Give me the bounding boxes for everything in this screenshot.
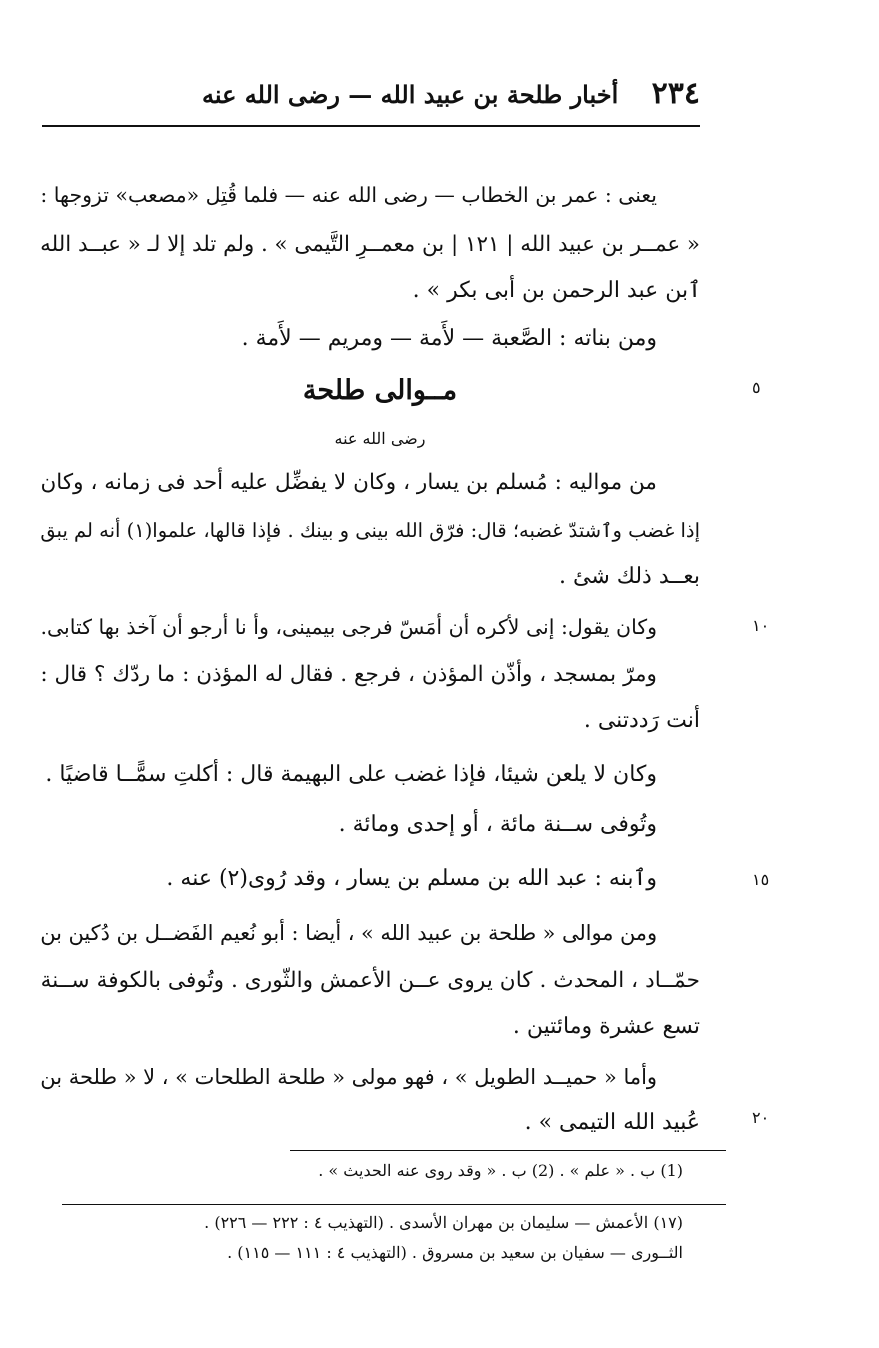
line-number: ١٥ — [752, 870, 770, 889]
running-title: أخبار طلحة بن عبيد الله — رضى الله عنه — [202, 80, 619, 109]
footnote-notes: (1) ب . « علم » . (2) ب . « وقد روى عنه الحديث » . — [318, 1161, 683, 1180]
body-line: وتُوفى ســنة مائة ، أو إحدى ومائة . — [338, 812, 657, 837]
body-line: ومرّ بمسجد ، وأذّن المؤذن ، فرجع . فقال له المؤذن : ما ردّك ؟ قال : — [40, 662, 657, 687]
body-line: « عمــر بن عبيد الله | ١٢١ | بن معمــرِ التَّيمى » . ولم تلد إلا لـ « عبــد الله — [40, 232, 700, 257]
line-number: ٢٠ — [752, 1108, 770, 1127]
body-line: وأما « حميــد الطويل » ، فهو مولى « طلحة الطلحات » ، لا « طلحة بن — [40, 1065, 657, 1089]
line-number: ١٠ — [752, 616, 770, 635]
body-line: ٱبن عبد الرحمن بن أبى بكر » . — [412, 278, 701, 303]
body-line: ومن بناته : الصَّعبة — لأَمة — ومريم — لأَمة . — [241, 326, 657, 351]
section-subheading: رضى الله عنه — [334, 429, 426, 448]
footnote-rule — [290, 1150, 726, 1151]
body-line: عُبيد الله التيمى » . — [524, 1110, 700, 1135]
body-line: وٱبنه : عبد الله بن مسلم بن يسار ، وقد رُوى(٢) عنه . — [166, 866, 657, 891]
commentary-rule — [62, 1204, 726, 1205]
body-line: أنت رَددتنى . — [583, 708, 700, 733]
body-line: يعنى : عمر بن الخطاب — رضى الله عنه — فلما قُتِل «مصعب» تزوجها : — [40, 183, 657, 207]
body-line: من مواليه : مُسلم بن يسار ، وكان لا يفضِّل عليه أحد فى زمانه ، وكان — [40, 470, 657, 495]
line-number: ٥ — [752, 378, 761, 397]
body-line: وكان يقول: إنى لأكره أن أمَسّ فرجى بيمينى، وأ نا أرجو أن آخذ بها كتابى. — [40, 615, 657, 639]
body-line: حمّــاد ، المحدث . كان يروى عــن الأعمش والثّورى . وتُوفى بالكوفة ســنة — [40, 968, 700, 993]
page-header — [42, 76, 700, 122]
header-rule — [42, 125, 700, 127]
commentary-line: (١٧) الأعمش — سليمان بن مهران الأسدى . (التهذيب ٤ : ٢٢٢ — ٢٢٦) . — [204, 1213, 683, 1232]
section-heading: مــوالى طلحة — [302, 375, 458, 406]
body-line: إذا غضب وٱشتدّ غضبه؛ قال: فرّق الله بينى و بينك . فإذا قالها، علموا(١) أنه لم يبق — [40, 519, 700, 542]
page-number: ٢٣٤ — [651, 76, 700, 111]
body-line: بعــد ذلك شئ . — [559, 564, 700, 589]
body-line: ومن موالى « طلحة بن عبيد الله » ، أيضا : أبو نُعيم الفَضــل بن دُكين بن — [40, 921, 657, 945]
body-line: وكان لا يلعن شيئا، فإذا غضب على البهيمة قال : أكلتِ سمًّــا قاضيًا . — [45, 762, 657, 787]
body-line: تسع عشرة ومائتين . — [512, 1014, 700, 1039]
commentary-line: الثــورى — سفيان بن سعيد بن مسروق . (التهذيب ٤ : ١١١ — ١١٥) . — [227, 1243, 683, 1262]
